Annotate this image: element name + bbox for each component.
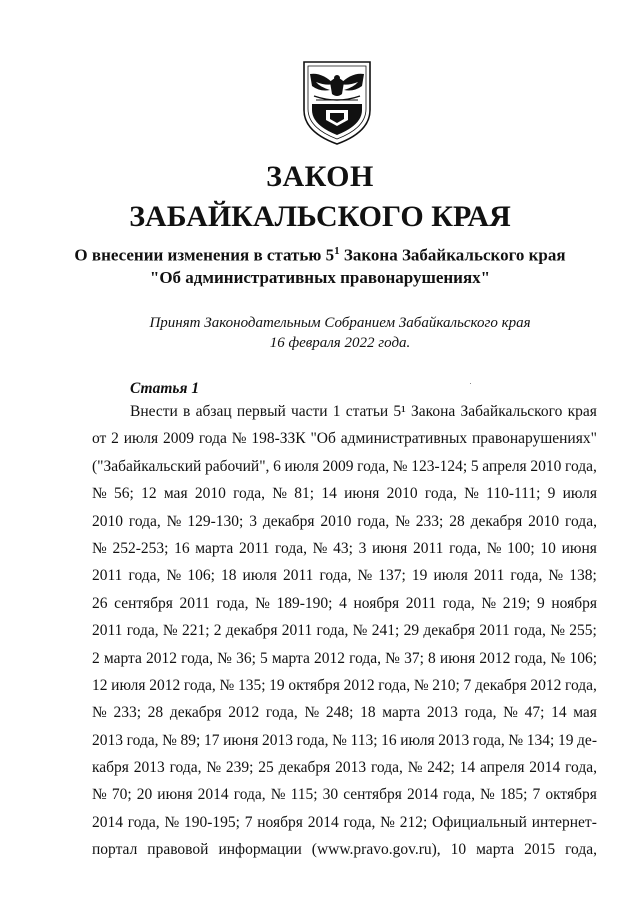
body-line: портал правовой информации (www.pravo.gov.ru), 10 марта 2015 года, <box>92 841 597 859</box>
body-line: № 252-253; 16 марта 2011 года, № 43; 3 июня 2011 года, № 100; 10 июня <box>92 539 597 557</box>
document-title-line-2: ЗАБАЙКАЛЬСКОГО КРАЯ <box>129 200 511 233</box>
body-line: № 233; 28 декабря 2012 года, № 248; 18 марта 2013 года, № 47; 14 мая <box>92 704 597 722</box>
document-subtitle <box>0 240 640 289</box>
article-body <box>92 398 597 864</box>
article-heading: Статья 1 <box>130 380 200 397</box>
body-line: ("Забайкальский рабочий", 6 июля 2009 года, № 123-124; 5 апреля 2010 года, <box>92 457 597 475</box>
subtitle-superscript: 1 <box>334 245 340 257</box>
adoption-date: 16 февраля 2022 года. <box>269 335 411 351</box>
adoption-line-1: Принят Законодательным Собранием Забайкальского края <box>149 315 531 331</box>
body-line: Внести в абзац первый части 1 статьи 5¹ Закона Забайкальского края <box>130 403 597 420</box>
body-line: 2011 года, № 221; 2 декабря 2011 года, № 241; 29 декабря 2011 года, № 255; <box>92 622 597 640</box>
body-line: 2014 года, № 190-195; 7 ноября 2014 года, № 212; Официальный интернет- <box>92 813 597 831</box>
scan-speck <box>470 383 471 384</box>
body-line: 2010 года, № 129-130; 3 декабря 2010 года, № 233; 28 декабря 2010 года, <box>92 512 597 530</box>
subtitle-part-2: Закона Забайкальского края <box>339 245 566 265</box>
body-line: 12 июля 2012 года, № 135; 19 октября 2012 года, № 210; 7 декабря 2012 года, <box>92 676 597 694</box>
body-line: от 2 июля 2009 года № 198-ЗЗК "Об административных правонарушениях" <box>92 430 597 448</box>
subtitle-part-1: О внесении изменения в статью 5 <box>74 245 335 265</box>
subtitle-line-1 <box>0 240 640 267</box>
document-title-line-1: ЗАКОН <box>266 160 374 193</box>
body-line: 2013 года, № 89; 17 июня 2013 года, № 113; 16 июля 2013 года, № 134; 19 де- <box>92 731 597 749</box>
body-line: 26 сентября 2011 года, № 189-190; 4 ноября 2011 года, № 219; 9 ноября <box>92 594 597 612</box>
body-line: № 70; 20 июня 2014 года, № 115; 30 сентября 2014 года, № 185; 7 октября <box>92 786 597 804</box>
body-line: кабря 2013 года, № 239; 25 декабря 2013 года, № 242; 14 апреля 2014 года, <box>92 759 597 777</box>
body-line: 2011 года, № 106; 18 июля 2011 года, № 137; 19 июля 2011 года, № 138; <box>92 567 597 585</box>
subtitle-line-2: "Об административных правонарушениях" <box>149 267 491 287</box>
body-line: 2 марта 2012 года, № 36; 5 марта 2012 года, № 37; 8 июня 2012 года, № 106; <box>92 649 597 667</box>
adoption-note <box>0 313 640 353</box>
body-line: № 56; 12 мая 2010 года, № 81; 14 июня 2010 года, № 110-111; 9 июля <box>92 485 597 503</box>
coat-of-arms-icon <box>296 60 378 146</box>
